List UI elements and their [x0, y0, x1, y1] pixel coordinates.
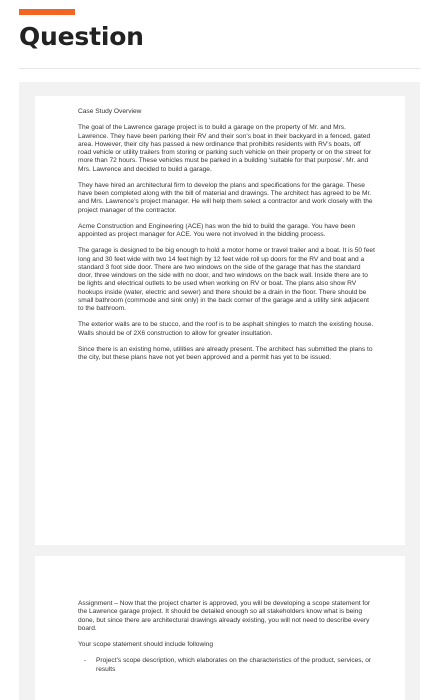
title-accent-bar: [19, 9, 75, 15]
document-page-2: [35, 556, 405, 700]
list-item: [78, 657, 375, 674]
exterior-paragraph: The exterior walls are to be stucco, and the roof is to be asphalt shingles to match the existing house. Walls should be of 2X6 construction to allow for greater insultation.: [78, 321, 374, 337]
contractor-paragraph: Acme Construction and Engineering (ACE) has won the bid to build the garage. You have been appointed as project manager for ACE. You were not involved in the bidding process.: [78, 222, 356, 238]
bullet-text: Project’s scope description, which elaborates on the characteristics of the product, services, or results: [96, 657, 372, 673]
garage-design-paragraph: The garage is designed to be big enough to hold a motor home or travel trailer and a boat. It is 50 feet long and 30 feet wide with two 14 feet high by 12 feet wide roll up doors for the RV and boat and a standard 3 foot side door. There are two windows on the side of the garage that has the standard door, three windows on the side with no door, and two windows on the back wall. Inside there are to be lights and electrical outlets to be used when working on RV or boat. The plans also show RV hookups inside (water, electric and sewer) and there should be a drain in the floor. There should be small bathroom (commode and sink only) in the back corner of the garage and a utility sink adjacent to the bathroom.: [78, 247, 375, 312]
document-page-1: [35, 96, 405, 545]
page-title: Question: [19, 22, 144, 51]
bullet-marker: -: [84, 657, 87, 665]
utilities-paragraph: Since there is an existing home, utilities are already present. The architect has submitted the plans to the city, but these plans have not yet been approved and a permit has yet to be issued.: [78, 345, 373, 361]
scope-intro-paragraph: Your scope statement should include following: [78, 641, 214, 648]
case-study-heading: Case Study Overview: [78, 108, 142, 115]
goal-paragraph: The goal of the Lawrence garage project is to build a garage on the property of Mr. and Mrs. Lawrence. They have been parking their RV and their son’s boat in their backyard in a fenced, gated area. However, their city has passed a new ordinance that prohibits residents with RV’s boats, off road vehicle or utility trailers from storing or parking such vehicle on their property or on the street for more than 72 hours. These vehicles must be parked in a building ‘suitable for that purpose’. Mr. and Mrs. Lawrence and decided to build a garage.: [78, 124, 372, 173]
assignment-paragraph: Assignment – Now that the project charter is approved, you will be developing a scope statement for the Lawrence garage project. It should be detailed enough so all stakeholders know what is being done, but since there are architectural drawings already existing, you will not need to describe every board.: [78, 600, 371, 632]
architect-paragraph: They have hired an architectural firm to develop the plans and specifications for the garage. These have been completed along with the bill of material and drawings. The architect has agreed to be Mr. and Mrs. Lawrence’s project manager. He will help them select a contractor and work closely with the project manager of the contractor.: [78, 181, 373, 214]
header-divider: [19, 68, 420, 69]
